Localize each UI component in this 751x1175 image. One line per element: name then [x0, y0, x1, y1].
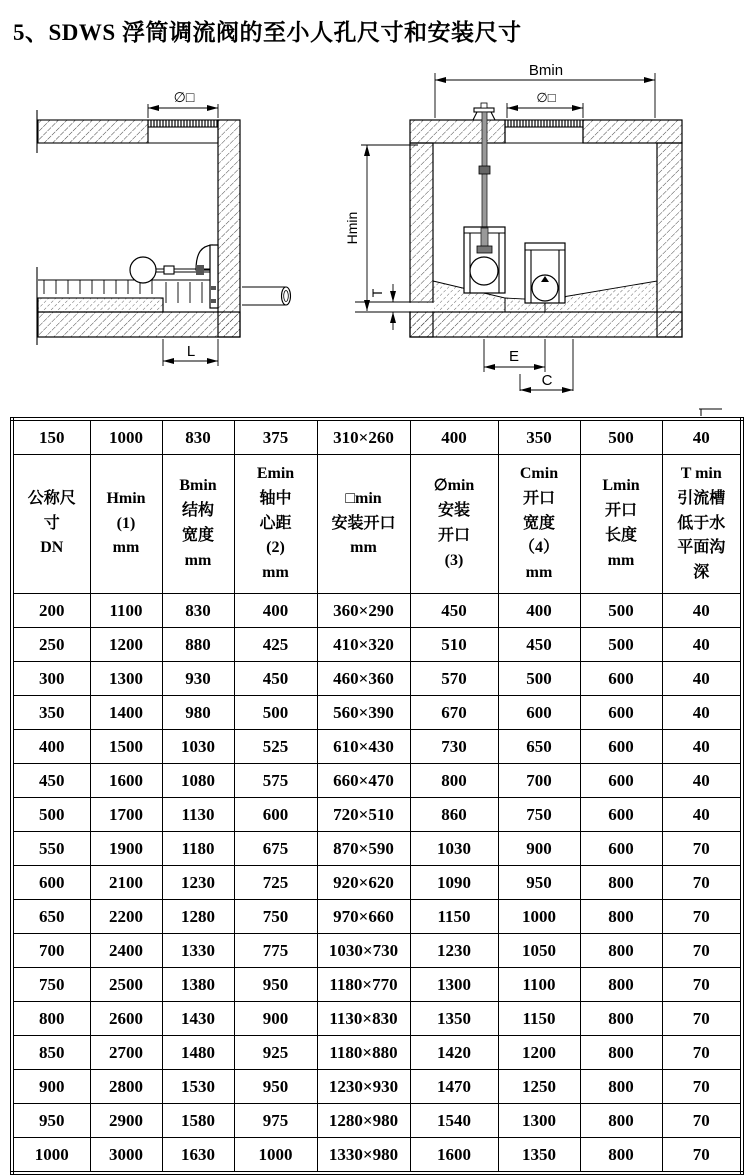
data-cell: 1100: [498, 968, 580, 1002]
data-cell: 1330×980: [317, 1138, 410, 1174]
data-cell: 675: [234, 832, 317, 866]
data-cell: 750: [234, 900, 317, 934]
data-cell: 830: [162, 419, 234, 455]
data-cell: 1090: [410, 866, 498, 900]
data-cell: 1180×770: [317, 968, 410, 1002]
data-cell: 1600: [90, 764, 162, 798]
data-cell: 1130×830: [317, 1002, 410, 1036]
data-cell: 800: [580, 866, 662, 900]
corner-mark: [699, 409, 722, 416]
data-cell: 70: [662, 1138, 742, 1174]
table-row: [12, 900, 742, 934]
table-row: [12, 866, 742, 900]
dim-label-C: C: [541, 372, 553, 389]
data-cell: 1230×930: [317, 1070, 410, 1104]
data-cell: 800: [580, 934, 662, 968]
data-cell: 725: [234, 866, 317, 900]
dim-manhole-right: [507, 103, 583, 118]
dim-label-manhole-left: ∅□: [173, 89, 195, 105]
data-cell: 1630: [162, 1138, 234, 1174]
data-cell: 400: [498, 594, 580, 628]
data-cell: 800: [12, 1002, 90, 1036]
data-cell: 70: [662, 1036, 742, 1070]
header-cell: Hmin (1) mm: [90, 455, 162, 594]
header-cell: ∅min 安装 开口 (3): [410, 455, 498, 594]
data-cell: 1000: [12, 1138, 90, 1174]
data-cell: 660×470: [317, 764, 410, 798]
data-cell: 2400: [90, 934, 162, 968]
data-cell: 70: [662, 934, 742, 968]
data-cell: 1300: [498, 1104, 580, 1138]
data-cell: 800: [580, 1002, 662, 1036]
header-cell: Cmin 开口 宽度 （4） mm: [498, 455, 580, 594]
data-cell: 2200: [90, 900, 162, 934]
data-cell: 2600: [90, 1002, 162, 1036]
data-cell: 830: [162, 594, 234, 628]
data-cell: 600: [234, 798, 317, 832]
header-cell: □min 安装开口 mm: [317, 455, 410, 594]
data-cell: 600: [580, 730, 662, 764]
data-cell: 1350: [498, 1138, 580, 1174]
data-cell: 800: [580, 1138, 662, 1174]
dim-label-Bmin: Bmin: [528, 62, 564, 79]
data-cell: 500: [12, 798, 90, 832]
left-section-diagram: [37, 89, 291, 366]
data-cell: 870×590: [317, 832, 410, 866]
data-cell: 70: [662, 1070, 742, 1104]
data-cell: 150: [12, 419, 90, 455]
dim-label-T: T: [369, 288, 385, 298]
table-row: [12, 798, 742, 832]
header-cell: Bmin 结构 宽度 mm: [162, 455, 234, 594]
data-cell: 600: [580, 696, 662, 730]
data-cell: 400: [410, 419, 498, 455]
dim-manhole-left: [148, 104, 218, 118]
penstock-valve-2: [525, 243, 565, 303]
data-cell: 1420: [410, 1036, 498, 1070]
data-cell: 1200: [90, 628, 162, 662]
data-cell: 70: [662, 832, 742, 866]
data-cell: 800: [580, 1070, 662, 1104]
data-cell: 450: [410, 594, 498, 628]
table-row: [12, 1070, 742, 1104]
data-cell: 1230: [410, 934, 498, 968]
data-cell: 600: [580, 798, 662, 832]
table-row: [12, 1002, 742, 1036]
dimensions-table: [10, 417, 744, 1175]
data-cell: 1030: [410, 832, 498, 866]
data-cell: 930: [162, 662, 234, 696]
data-cell: 1200: [498, 1036, 580, 1070]
data-cell: 600: [580, 662, 662, 696]
data-cell: 1300: [410, 968, 498, 1002]
table-row: [12, 934, 742, 968]
data-cell: 920×620: [317, 866, 410, 900]
table-row: [12, 1104, 742, 1138]
data-cell: 1470: [410, 1070, 498, 1104]
data-cell: 1400: [90, 696, 162, 730]
data-cell: 860: [410, 798, 498, 832]
data-cell: 720×510: [317, 798, 410, 832]
data-cell: 950: [498, 866, 580, 900]
table-row: [12, 1036, 742, 1070]
data-cell: 800: [580, 968, 662, 1002]
header-cell: Emin 轴中 心距 (2) mm: [234, 455, 317, 594]
data-cell: 775: [234, 934, 317, 968]
data-cell: 500: [580, 594, 662, 628]
pre-header-row: [12, 419, 742, 455]
table-row: [12, 696, 742, 730]
data-cell: 40: [662, 696, 742, 730]
data-cell: 1280×980: [317, 1104, 410, 1138]
dim-label-E: E: [508, 348, 520, 365]
data-cell: 650: [498, 730, 580, 764]
data-cell: 1700: [90, 798, 162, 832]
data-cell: 425: [234, 628, 317, 662]
dim-label-Hmin: Hmin: [344, 211, 360, 245]
data-cell: 350: [498, 419, 580, 455]
data-cell: 900: [12, 1070, 90, 1104]
data-cell: 2100: [90, 866, 162, 900]
data-cell: 300: [12, 662, 90, 696]
data-cell: 800: [580, 1036, 662, 1070]
installation-diagrams: [0, 55, 751, 420]
header-cell: T min 引流槽 低于水 平面沟 深: [662, 455, 742, 594]
data-cell: 1030: [162, 730, 234, 764]
dim-label-L: L: [186, 343, 196, 360]
data-cell: 40: [662, 419, 742, 455]
data-cell: 70: [662, 1002, 742, 1036]
data-cell: 1000: [234, 1138, 317, 1174]
table-row: [12, 832, 742, 866]
data-cell: 1150: [498, 1002, 580, 1036]
data-cell: 2500: [90, 968, 162, 1002]
data-cell: 900: [234, 1002, 317, 1036]
right-section-diagram: [344, 62, 722, 416]
table-row: [12, 628, 742, 662]
data-cell: 1500: [90, 730, 162, 764]
data-cell: 1540: [410, 1104, 498, 1138]
data-cell: 600: [12, 866, 90, 900]
data-cell: 730: [410, 730, 498, 764]
data-cell: 600: [580, 764, 662, 798]
data-cell: 800: [410, 764, 498, 798]
data-cell: 400: [234, 594, 317, 628]
data-cell: 950: [234, 968, 317, 1002]
data-cell: 1000: [498, 900, 580, 934]
data-cell: 410×320: [317, 628, 410, 662]
data-cell: 250: [12, 628, 90, 662]
data-cell: 950: [234, 1070, 317, 1104]
data-cell: 700: [12, 934, 90, 968]
data-cell: 750: [498, 798, 580, 832]
data-cell: 200: [12, 594, 90, 628]
data-cell: 800: [580, 1104, 662, 1138]
data-cell: 1050: [498, 934, 580, 968]
data-cell: 450: [498, 628, 580, 662]
data-cell: 970×660: [317, 900, 410, 934]
data-cell: 750: [12, 968, 90, 1002]
data-cell: 500: [580, 628, 662, 662]
data-cell: 800: [580, 900, 662, 934]
data-cell: 1100: [90, 594, 162, 628]
data-cell: 375: [234, 419, 317, 455]
data-cell: 40: [662, 798, 742, 832]
data-cell: 1580: [162, 1104, 234, 1138]
data-cell: 925: [234, 1036, 317, 1070]
data-cell: 70: [662, 866, 742, 900]
data-cell: 1300: [90, 662, 162, 696]
data-cell: 1130: [162, 798, 234, 832]
data-cell: 1480: [162, 1036, 234, 1070]
data-cell: 450: [12, 764, 90, 798]
data-cell: 1180: [162, 832, 234, 866]
data-cell: 40: [662, 730, 742, 764]
dim-label-manhole-right: ∅□: [536, 90, 556, 105]
table-row: [12, 730, 742, 764]
table-row: [12, 1138, 742, 1174]
data-cell: 1000: [90, 419, 162, 455]
page-title: 5、SDWS 浮筒调流阀的至小人孔尺寸和安装尺寸: [13, 20, 522, 45]
table-row: [12, 662, 742, 696]
data-cell: 1080: [162, 764, 234, 798]
data-cell: 1430: [162, 1002, 234, 1036]
data-cell: 600: [580, 832, 662, 866]
data-cell: 560×390: [317, 696, 410, 730]
data-cell: 880: [162, 628, 234, 662]
data-cell: 650: [12, 900, 90, 934]
data-cell: 1380: [162, 968, 234, 1002]
data-cell: 1600: [410, 1138, 498, 1174]
data-cell: 2700: [90, 1036, 162, 1070]
data-cell: 670: [410, 696, 498, 730]
data-cell: 980: [162, 696, 234, 730]
data-cell: 1250: [498, 1070, 580, 1104]
data-cell: 1150: [410, 900, 498, 934]
data-cell: 550: [12, 832, 90, 866]
data-cell: 1030×730: [317, 934, 410, 968]
data-cell: 70: [662, 1104, 742, 1138]
data-cell: 70: [662, 900, 742, 934]
data-cell: 510: [410, 628, 498, 662]
data-cell: 610×430: [317, 730, 410, 764]
header-cell: Lmin 开口 长度 mm: [580, 455, 662, 594]
data-cell: 70: [662, 968, 742, 1002]
data-cell: 460×360: [317, 662, 410, 696]
data-cell: 40: [662, 628, 742, 662]
data-cell: 700: [498, 764, 580, 798]
data-cell: 310×260: [317, 419, 410, 455]
data-cell: 975: [234, 1104, 317, 1138]
table-row: [12, 968, 742, 1002]
data-cell: 400: [12, 730, 90, 764]
data-cell: 40: [662, 764, 742, 798]
data-cell: 40: [662, 594, 742, 628]
data-cell: 2800: [90, 1070, 162, 1104]
data-cell: 40: [662, 662, 742, 696]
data-cell: 1230: [162, 866, 234, 900]
header-row: [12, 455, 742, 594]
data-cell: 1350: [410, 1002, 498, 1036]
float-ball: [130, 257, 156, 283]
data-cell: 1900: [90, 832, 162, 866]
data-cell: 575: [234, 764, 317, 798]
data-cell: 1530: [162, 1070, 234, 1104]
table-row: [12, 764, 742, 798]
data-cell: 360×290: [317, 594, 410, 628]
data-cell: 950: [12, 1104, 90, 1138]
penstock-valve-1: [464, 227, 505, 293]
data-cell: 3000: [90, 1138, 162, 1174]
header-cell: 公称尺 寸 DN: [12, 455, 90, 594]
data-cell: 525: [234, 730, 317, 764]
table-row: [12, 594, 742, 628]
data-cell: 500: [580, 419, 662, 455]
data-cell: 450: [234, 662, 317, 696]
data-cell: 850: [12, 1036, 90, 1070]
data-cell: 500: [498, 662, 580, 696]
data-cell: 900: [498, 832, 580, 866]
data-cell: 2900: [90, 1104, 162, 1138]
data-cell: 600: [498, 696, 580, 730]
data-cell: 1180×880: [317, 1036, 410, 1070]
data-cell: 350: [12, 696, 90, 730]
data-cell: 500: [234, 696, 317, 730]
data-cell: 1280: [162, 900, 234, 934]
data-cell: 570: [410, 662, 498, 696]
data-cell: 1330: [162, 934, 234, 968]
